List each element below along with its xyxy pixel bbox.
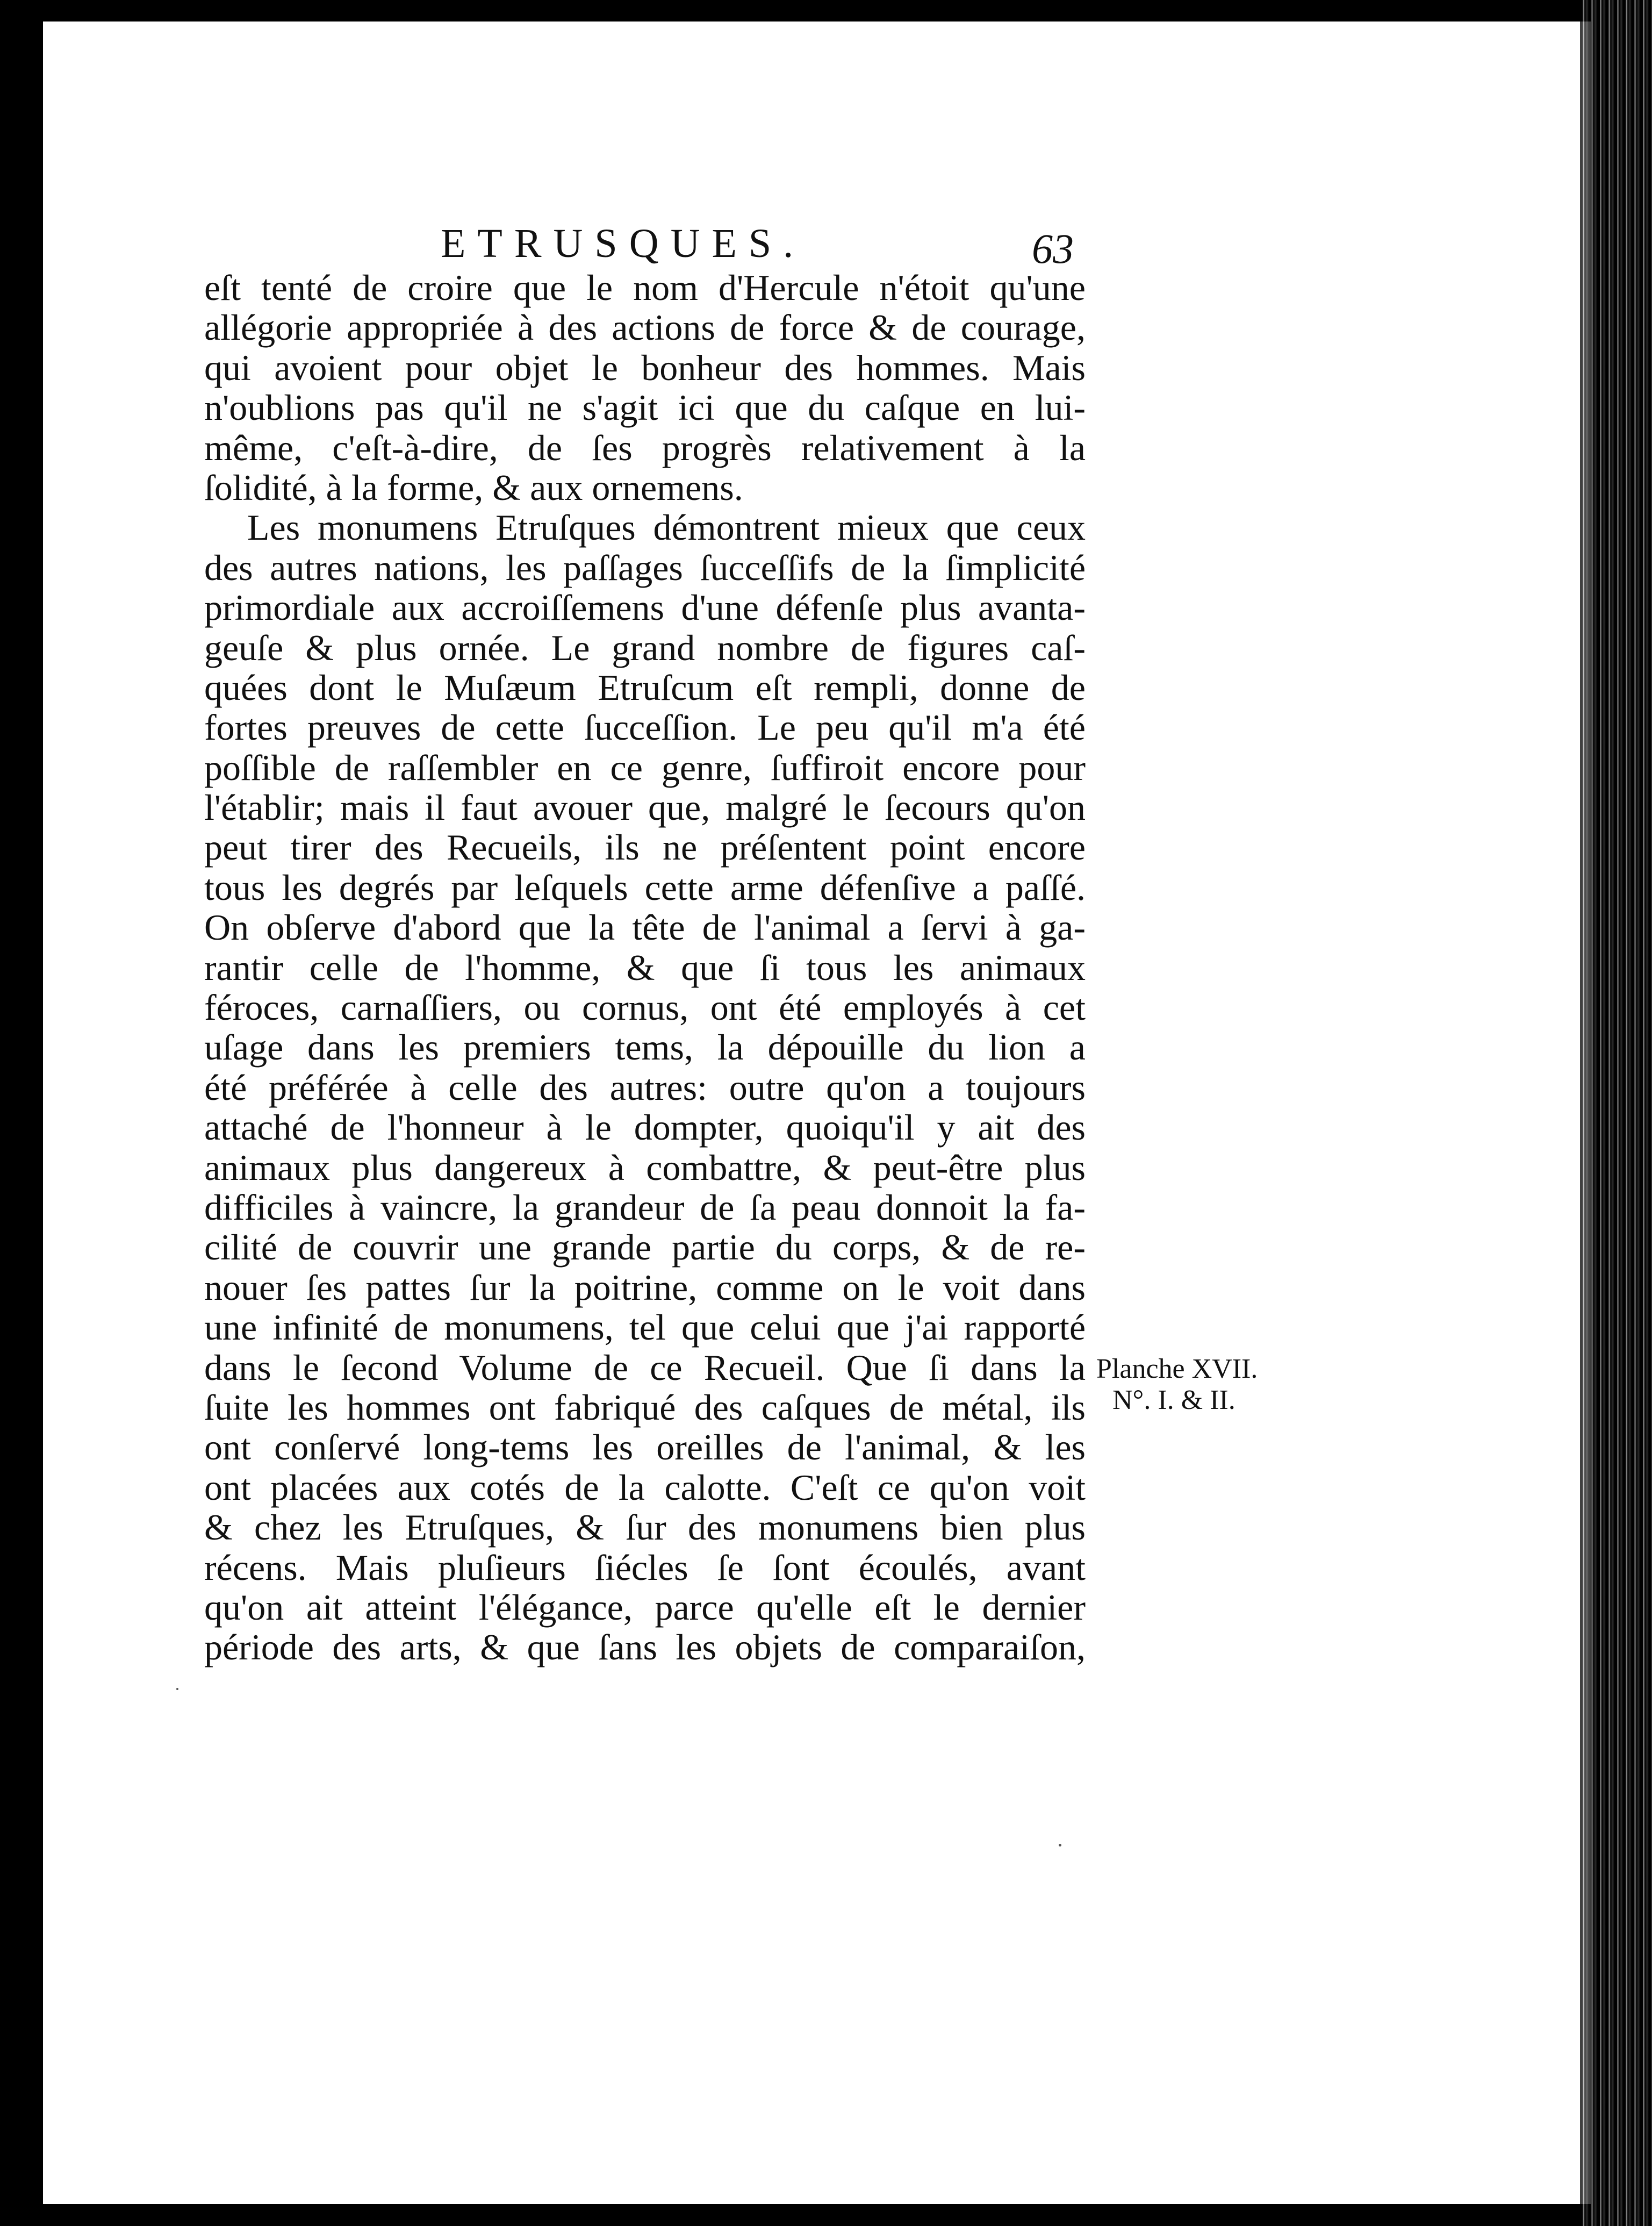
text-line: fortes preuves de cette ſucceſſion. Le peu qu'il m'a été (204, 707, 1086, 748)
text-line: cilité de couvrir une grande partie du corps, & de re- (204, 1227, 1086, 1268)
text-line: qu'on ait atteint l'élégance, parce qu'elle eſt le dernier (204, 1586, 1086, 1628)
text-line: même, c'eſt-à-dire, de ſes progrès relativement à la (204, 427, 1086, 468)
text-line: ont placées aux cotés de la calotte. C'eſt ce qu'on voit (204, 1466, 1086, 1508)
text-line: poſſible de raſſembler en ce genre, ſuffiroit encore pour (204, 747, 1086, 788)
margin-note (1096, 1354, 1258, 1416)
text-line: tous les degrés par leſquels cette arme défenſive a paſſé. (204, 867, 1086, 908)
text-line: & chez les Etruſques, & ſur des monumens bien plus (204, 1507, 1086, 1548)
text-line: difficiles à vaincre, la grandeur de ſa peau donnoit la fa- (204, 1186, 1086, 1228)
text-line: l'établir; mais il faut avouer que, malgré le ſecours qu'on (204, 787, 1086, 828)
text-line: période des arts, & que ſans les objets de comparaiſon, (204, 1627, 1086, 1668)
margin-note-plate: Planche XVII. (1096, 1354, 1258, 1384)
text-line: une infinité de monumens, tel que celui que j'ai rapporté (204, 1307, 1086, 1348)
book-page-edge (1580, 0, 1652, 2226)
text-line: uſage dans les premiers tems, la dépouille du lion a (204, 1027, 1086, 1068)
running-head: ETRUSQUES. (441, 221, 806, 266)
margin-note-numbers: N°. I. & II. (1112, 1385, 1236, 1415)
ink-speck (176, 1688, 178, 1690)
text-line: des autres nations, les paſſages ſucceſſifs de la ſimplicité (204, 547, 1086, 588)
text-line: allégorie appropriée à des actions de force & de courage, (204, 307, 1086, 348)
text-line: primordiale aux accroiſſemens d'une défenſe plus avanta- (204, 587, 1086, 628)
text-line: rantir celle de l'homme, & que ſi tous les animaux (204, 947, 1086, 988)
page-number: 63 (1032, 225, 1074, 272)
text-line: nouer ſes pattes ſur la poitrine, comme on le voit dans (204, 1266, 1086, 1308)
ink-speck (1059, 1844, 1061, 1846)
text-line: eſt tenté de croire que le nom d'Hercule n'étoit qu'une (204, 267, 1086, 308)
text-line: attaché de l'honneur à le dompter, quoiqu'il y ait des (204, 1107, 1086, 1148)
text-line: n'oublions pas qu'il ne s'agit ici que du caſque en lui- (204, 387, 1086, 428)
text-line: peut tirer des Recueils, ils ne préſentent point encore (204, 827, 1086, 868)
text-line: été préférée à celle des autres: outre qu'on a toujours (204, 1067, 1086, 1108)
text-line: dans le ſecond Volume de ce Recueil. Que ſi dans la (204, 1347, 1086, 1388)
text-line: On obſerve d'abord que la tête de l'animal a ſervi à ga- (204, 907, 1086, 948)
text-line: geuſe & plus ornée. Le grand nombre de figures caſ- (204, 627, 1086, 668)
text-line: Les monumens Etruſques démontrent mieux que ceux (247, 507, 1086, 548)
text-line: récens. Mais pluſieurs ſiécles ſe ſont écoulés, avant (204, 1547, 1086, 1588)
text-line: ſolidité, à la forme, & aux ornemens. (204, 467, 743, 508)
text-line: féroces, carnaſſiers, ou cornus, ont été employés à cet (204, 987, 1086, 1028)
body-text (204, 268, 1086, 1667)
text-line: animaux plus dangereux à combattre, & peut-être plus (204, 1147, 1086, 1188)
text-line: ont conſervé long-tems les oreilles de l'animal, & les (204, 1427, 1086, 1468)
text-line: ſuite les hommes ont fabriqué des caſques de métal, ils (204, 1386, 1086, 1428)
text-line: qui avoient pour objet le bonheur des hommes. Mais (204, 347, 1086, 388)
text-line: quées dont le Muſæum Etruſcum eſt rempli, donne de (204, 667, 1086, 708)
